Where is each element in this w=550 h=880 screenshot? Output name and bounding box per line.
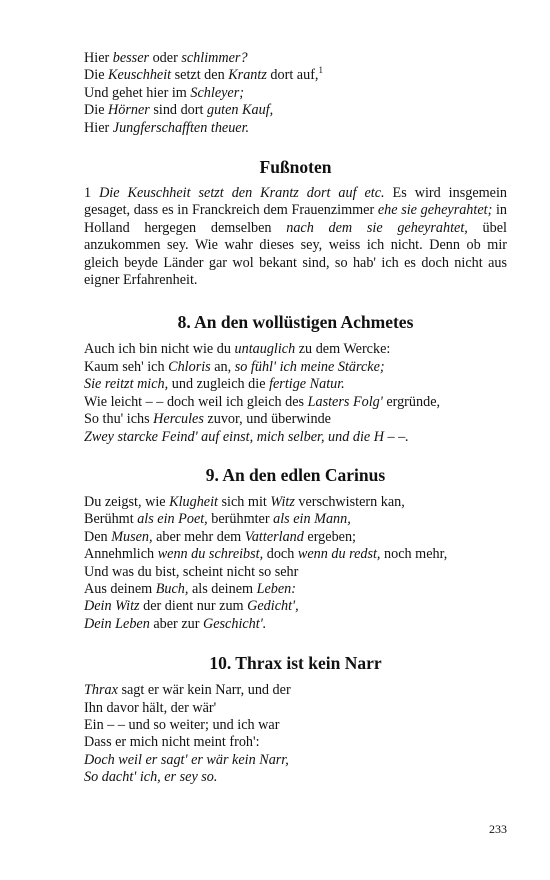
verse-line bbox=[84, 494, 507, 511]
text-run: Dass er mich nicht meint froh': bbox=[84, 734, 260, 751]
poem-7-ending bbox=[84, 50, 507, 137]
italic-run: Leben: bbox=[256, 580, 296, 597]
footnote-marker: 1 bbox=[318, 65, 323, 76]
poem-9-title: 9. An den edlen Carinus bbox=[205, 464, 386, 485]
text-run: So thu' ichs bbox=[84, 411, 154, 428]
page-number: 233 bbox=[489, 822, 507, 836]
verse-line bbox=[84, 50, 507, 67]
italic-run: nach dem sie geheyrahtet, bbox=[286, 219, 468, 236]
italic-run: Dein Witz bbox=[84, 598, 140, 615]
italic-run: als ein Mann, bbox=[273, 511, 351, 528]
verse-line bbox=[84, 717, 507, 734]
italic-run: Hörner bbox=[108, 102, 150, 119]
text-run: Du zeigst, wie bbox=[84, 493, 170, 510]
italic-run: wenn du schreibst, bbox=[157, 546, 264, 563]
italic-run: ehe sie geheyrahtet; bbox=[377, 202, 493, 219]
text-run: Die bbox=[84, 67, 109, 84]
verse-line bbox=[84, 341, 507, 358]
italic-run: Krantz bbox=[228, 67, 267, 84]
text-run: Hier bbox=[84, 119, 113, 136]
italic-run: Buch, bbox=[155, 580, 189, 597]
verse-line bbox=[84, 67, 507, 84]
text-run: noch mehr, bbox=[380, 546, 448, 563]
text-run: in Holland hergegen demselben bbox=[84, 202, 508, 236]
text-run: Kaum seh' ich bbox=[84, 358, 169, 375]
text-run: Die bbox=[84, 102, 109, 119]
poem-8-title: 8. An den wollüstigen Achmetes bbox=[177, 312, 414, 333]
italic-run: Musen, bbox=[111, 528, 153, 545]
italic-run: als ein Poet, bbox=[137, 511, 208, 528]
italic-run: so fühl' ich meine Stärcke; bbox=[234, 358, 385, 375]
text-run: Hier bbox=[84, 50, 113, 66]
verse-line bbox=[84, 376, 507, 393]
poem-8-text bbox=[84, 341, 507, 445]
verse-line bbox=[84, 734, 507, 751]
text-run: zuvor, und überwinde bbox=[203, 411, 331, 428]
text-run: Ein – – und so weiter; und ich war bbox=[84, 716, 280, 733]
italic-run: Jungferschafften theuer. bbox=[112, 119, 250, 136]
italic-run: Die Keuschheit setzt den Krantz dort auf etc. bbox=[99, 185, 385, 202]
italic-run: wenn du redst, bbox=[297, 546, 381, 563]
italic-run: Vatterland bbox=[244, 528, 304, 545]
verse-line bbox=[84, 511, 507, 528]
italic-run: Keuschheit bbox=[108, 67, 172, 84]
text-run: dort auf, bbox=[266, 67, 319, 84]
text-run: Und was du bist, scheint nicht so sehr bbox=[84, 563, 299, 580]
italic-run: Geschicht'. bbox=[202, 615, 267, 632]
verse-line bbox=[84, 682, 507, 699]
verse-line bbox=[84, 769, 507, 786]
verse-line bbox=[84, 120, 507, 137]
text-run: Wie leicht – – doch weil ich gleich des bbox=[84, 393, 308, 410]
text-run: übel anzukommen sey. Wie wahr dieses sey, weiss ich nicht. Denn ob mir gleich beyde Länder gar wol bekant sind, so hab' ich es doch nicht aus eigner Erfahrenheit. bbox=[84, 219, 507, 289]
text-run: ergeben; bbox=[303, 528, 357, 545]
text-run: aber zur bbox=[149, 615, 203, 632]
italic-run: Gedicht', bbox=[247, 598, 299, 615]
verse-line bbox=[84, 429, 507, 446]
text-run: der dient nur zum bbox=[139, 598, 248, 615]
italic-run: guten Kauf, bbox=[206, 102, 274, 119]
text-run: sagt er wär kein Narr, und der bbox=[117, 682, 291, 699]
text-run: als deinem bbox=[188, 580, 257, 597]
text-run: aber mehr dem bbox=[152, 528, 245, 545]
text-run: ergründe, bbox=[382, 393, 441, 410]
page-body bbox=[84, 0, 507, 787]
verse-line bbox=[84, 546, 507, 563]
italic-run: schlimmer? bbox=[181, 50, 248, 66]
verse-line bbox=[84, 102, 507, 119]
italic-run: fertige Natur. bbox=[269, 376, 345, 393]
italic-run: Thrax bbox=[84, 682, 118, 699]
text-run: Ihn davor hält, der wär' bbox=[84, 699, 217, 716]
italic-run: untauglich bbox=[234, 341, 296, 358]
verse-line bbox=[84, 598, 507, 615]
italic-run: Schleyer; bbox=[190, 84, 244, 101]
italic-run: besser bbox=[112, 50, 150, 66]
text-run: setzt den bbox=[171, 67, 229, 84]
italic-run: Witz bbox=[270, 493, 295, 510]
italic-run: Doch weil er sagt' er wär kein Narr, bbox=[84, 751, 289, 768]
text-run: verschwistern kan, bbox=[294, 493, 405, 510]
verse-line bbox=[84, 700, 507, 717]
verse-line bbox=[84, 564, 507, 581]
text-run: Es wird insgemein gesaget, dass es in Franckreich dem Frauenzimmer bbox=[84, 185, 507, 219]
italic-run: Klugheit bbox=[169, 493, 218, 510]
text-run: Berühmt bbox=[84, 511, 138, 528]
text-run: sind dort bbox=[149, 102, 207, 119]
text-run: Den bbox=[84, 528, 112, 545]
italic-run: Sie reitzt mich, bbox=[84, 376, 169, 393]
text-run: sich mit bbox=[217, 493, 271, 510]
text-run: Annehmlich bbox=[84, 546, 158, 563]
footnotes-heading: Fußnoten bbox=[259, 157, 332, 178]
italic-run: Dein Leben bbox=[84, 615, 150, 632]
text-run: zu dem Wercke: bbox=[295, 341, 391, 358]
poem-10-title: 10. Thrax ist kein Narr bbox=[209, 653, 382, 674]
italic-run: Chloris bbox=[168, 358, 211, 375]
italic-run: Hercules bbox=[153, 411, 204, 428]
text-run: oder bbox=[149, 50, 182, 66]
italic-run: Zwey starcke Feind' auf einst, mich selber, und die H – –. bbox=[84, 428, 409, 445]
italic-run: Lasters Folg' bbox=[307, 393, 383, 410]
poem-10-text bbox=[84, 682, 507, 786]
text-run: Auch ich bin nicht wie du bbox=[84, 341, 235, 358]
verse-line bbox=[84, 85, 507, 102]
text-run: und zugleich die bbox=[168, 376, 270, 393]
footnote-1 bbox=[84, 185, 507, 289]
verse-line bbox=[84, 616, 507, 633]
text-run: an, bbox=[210, 358, 235, 375]
verse-line bbox=[84, 411, 507, 428]
italic-run: So dacht' ich, er sey so. bbox=[84, 769, 218, 786]
verse-line bbox=[84, 394, 507, 411]
verse-line bbox=[84, 581, 507, 598]
text-run: berühmter bbox=[207, 511, 274, 528]
text-run: doch bbox=[263, 546, 298, 563]
text-run: Aus deinem bbox=[84, 580, 156, 597]
verse-line bbox=[84, 359, 507, 376]
verse-line bbox=[84, 529, 507, 546]
text-run: 1 bbox=[84, 185, 100, 202]
poem-9-text bbox=[84, 494, 507, 633]
verse-line bbox=[84, 752, 507, 769]
text-run: Und gehet hier im bbox=[84, 84, 191, 101]
